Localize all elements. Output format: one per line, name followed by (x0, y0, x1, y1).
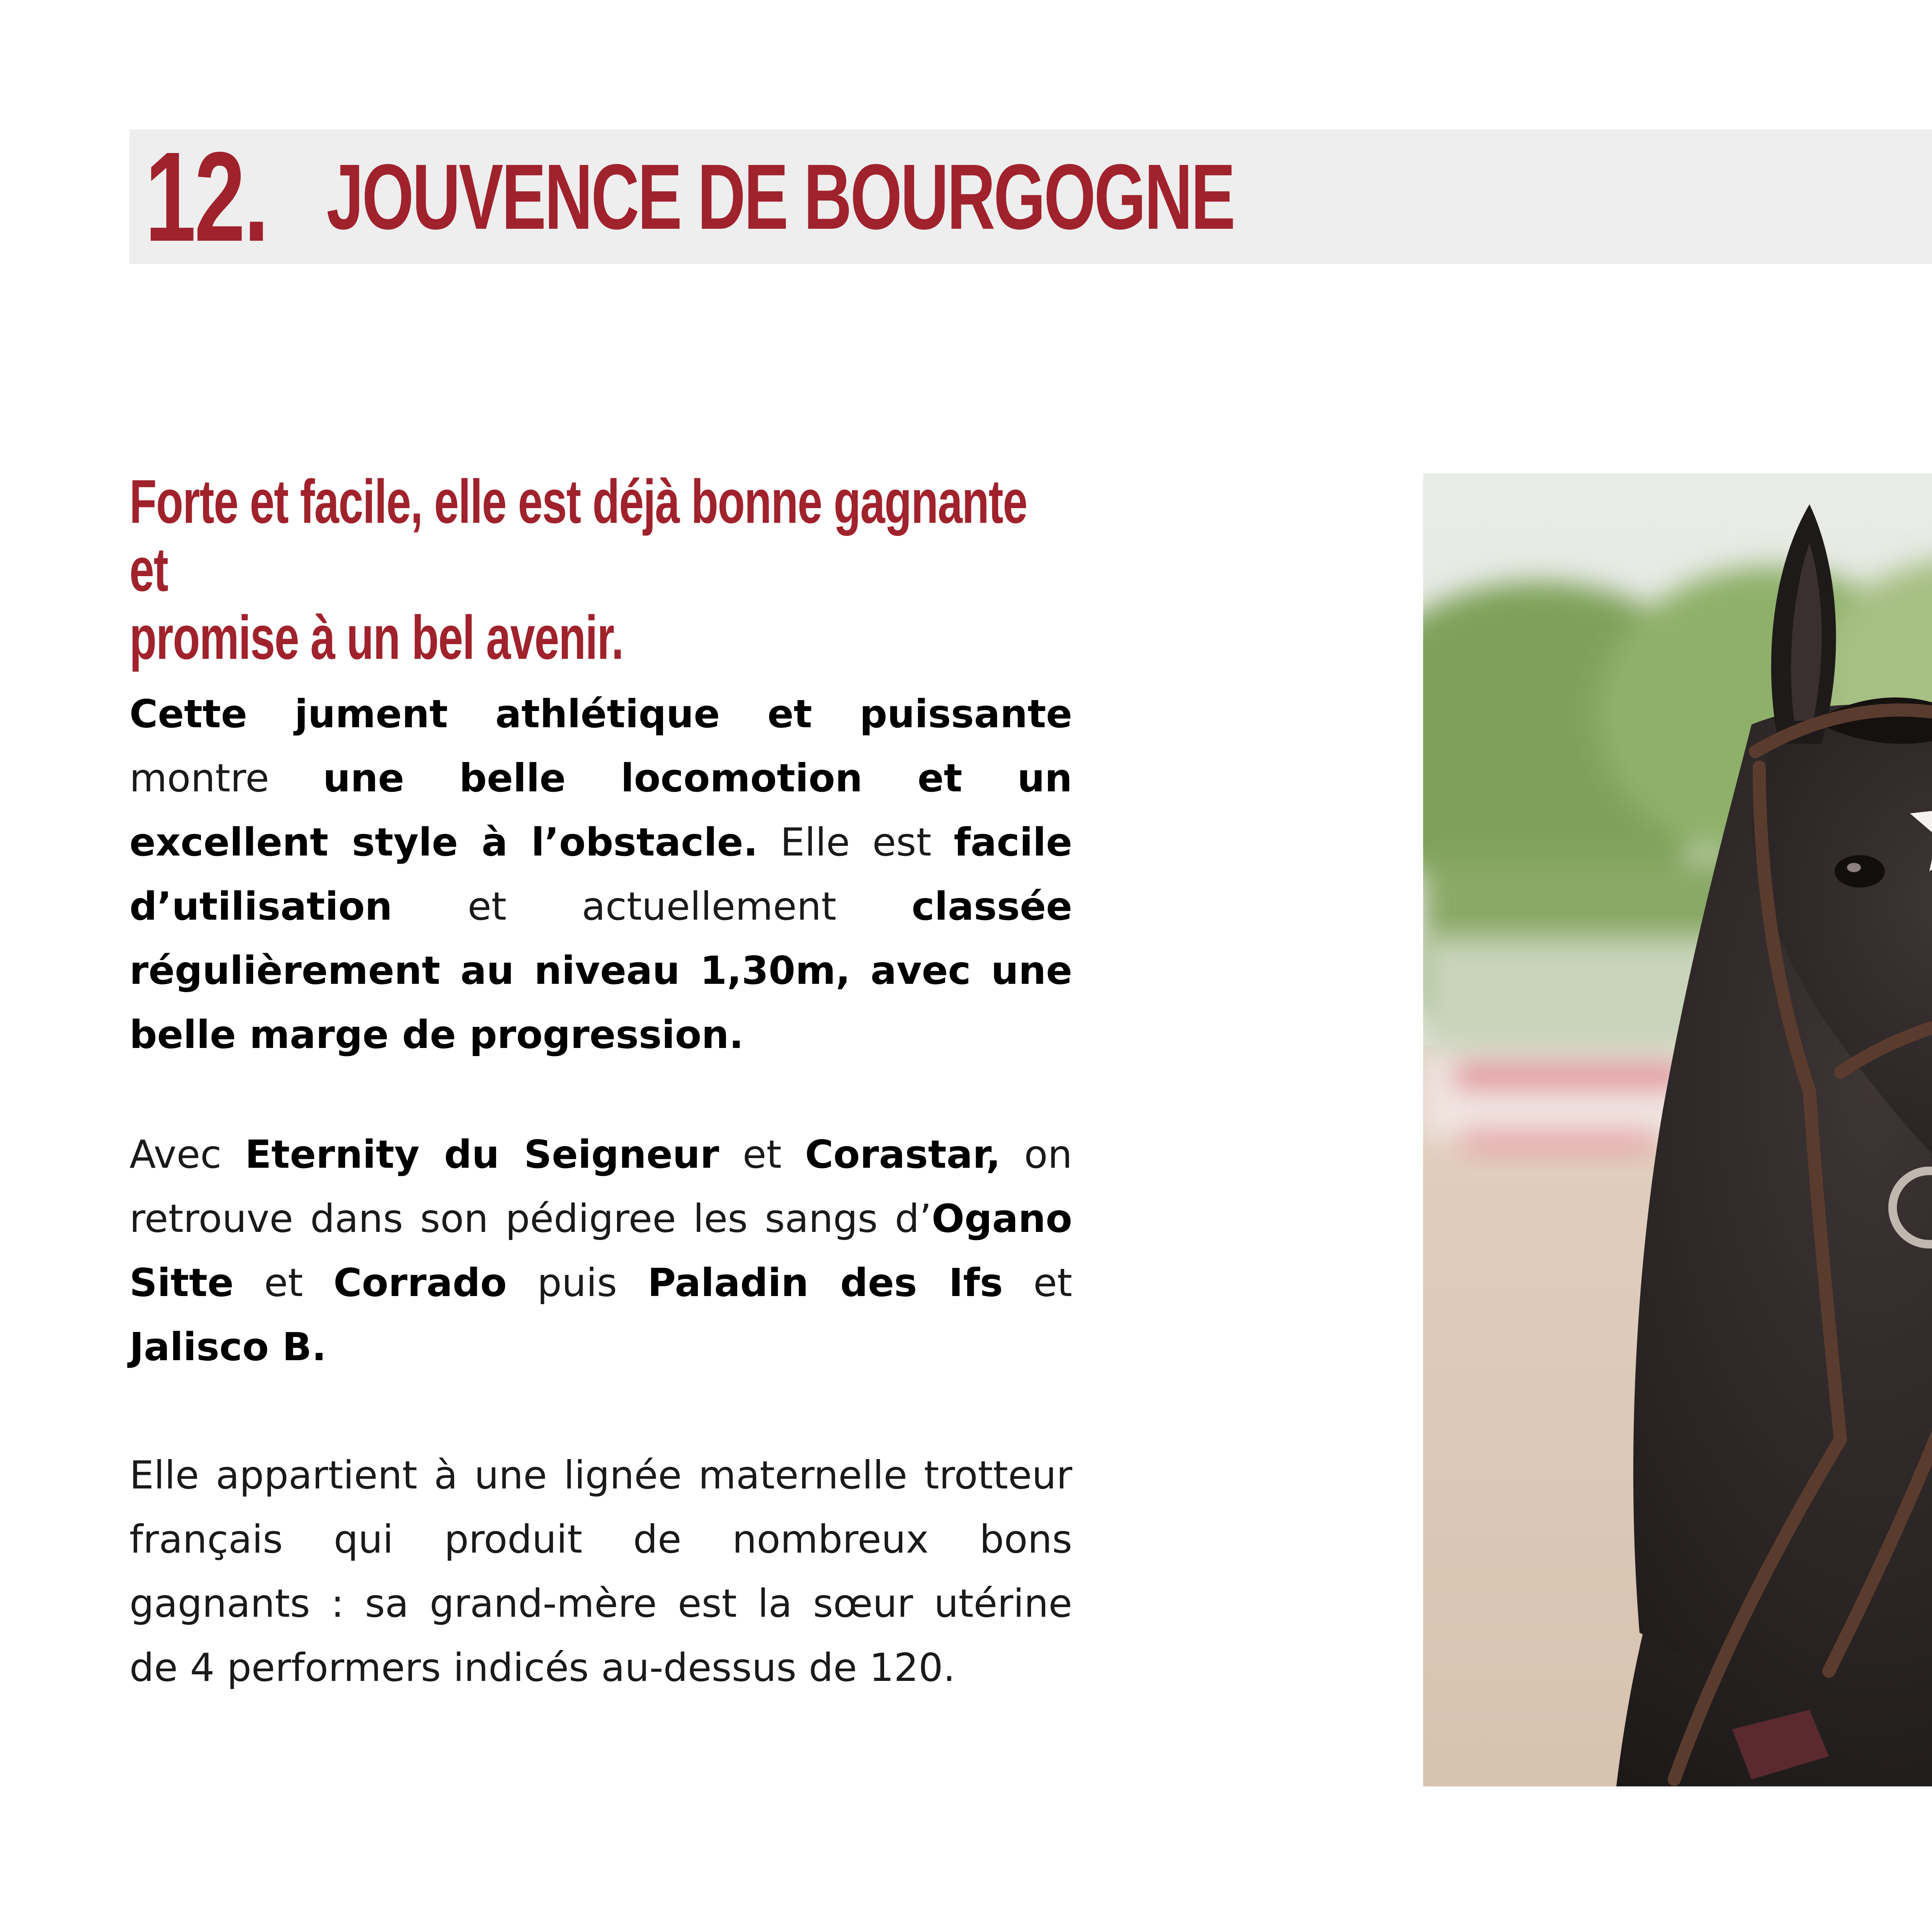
title-bar (129, 125, 1932, 268)
paragraph-description (129, 682, 1072, 1067)
ancestor-name: Corrado (333, 1260, 507, 1305)
ancestor-name: Ogano Sitte (129, 1196, 1072, 1305)
sire-name: Eternity du Seigneur (245, 1132, 719, 1177)
text-strong: classée régulièrement au niveau 1,30m, avec une belle marge de progression. (129, 884, 1072, 1057)
tagline-line-2: promise à un bel avenir. (129, 603, 623, 672)
paragraph-maternal-line: Elle appartient à une lignée maternelle trotteur français qui produit de nombreux bons gagnants : sa grand-mère est la sœur utérine de 4 performers indicés au-dessus de 120. (129, 1453, 1072, 1690)
text: Avec (129, 1132, 245, 1177)
horse-illustration (1423, 473, 1932, 1786)
text: et (1003, 1260, 1073, 1305)
dam-sire-name: Corastar, (805, 1132, 1001, 1177)
tagline-line-1: Forte et facile, elle est déjà bonne gagnante et (129, 467, 1027, 604)
text: Elle est (758, 820, 954, 865)
paragraph-pedigree (129, 1123, 1072, 1379)
ancestor-name: Jalisco B. (129, 1324, 327, 1369)
horse-name-title: JOUVENCE DE BOURGOGNE (327, 145, 1234, 248)
text: montre (129, 755, 323, 801)
text-strong: Cette jument athlétique et puissante (129, 691, 1072, 737)
text: on retrouve dans son pédigree les sangs d’ (129, 1132, 1072, 1241)
ancestor-name: Paladin des Ifs (647, 1260, 1003, 1305)
text-strong: une belle locomotion et un excellent style à l’obstacle. (129, 755, 1072, 865)
tagline (129, 468, 1075, 672)
text: et (719, 1132, 805, 1177)
text: puis (507, 1260, 648, 1305)
text: et actuellement (392, 884, 912, 929)
text: et (233, 1260, 334, 1305)
horse-photo (1423, 473, 1932, 1786)
text-strong: facile d’utilisation (129, 820, 1072, 929)
section-number: 12. (145, 125, 268, 268)
